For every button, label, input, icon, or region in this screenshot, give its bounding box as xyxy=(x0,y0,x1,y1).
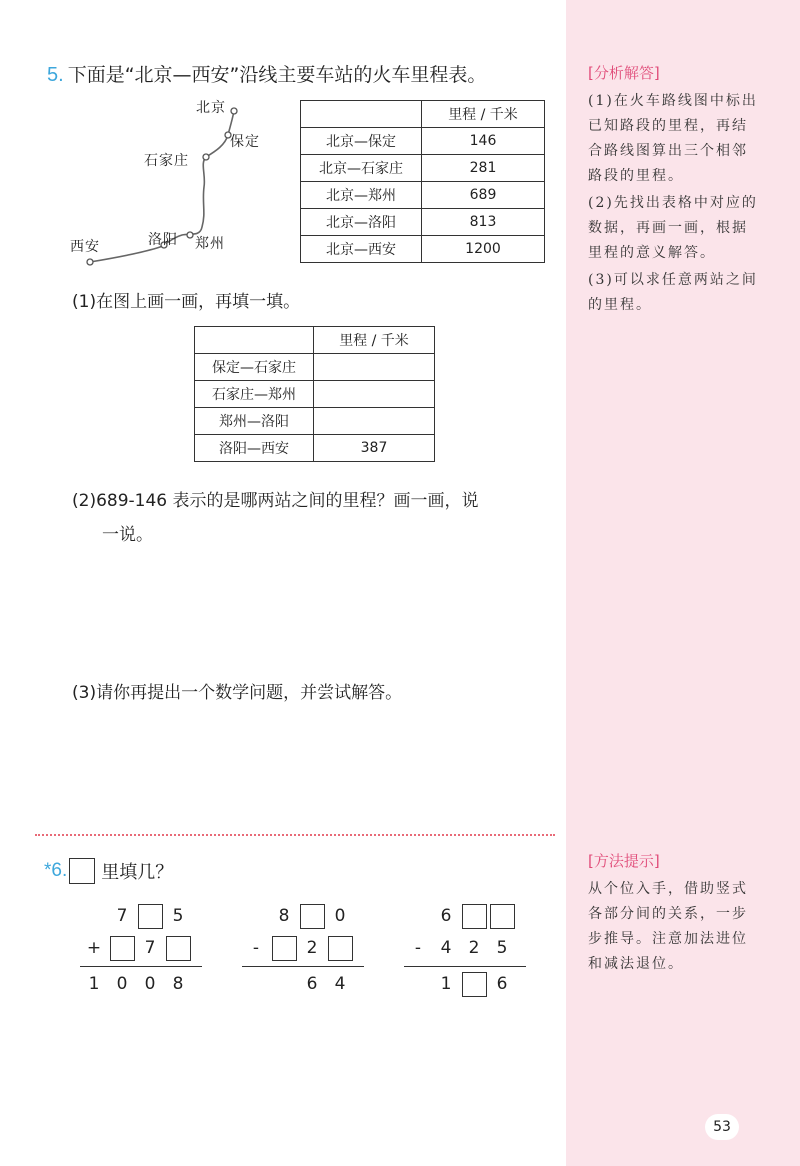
blank-box-icon xyxy=(69,858,95,884)
q5-part2-line1: (2)689-146 表示的是哪两站之间的里程？画一画，说 xyxy=(72,491,479,511)
header-cell: 里程 / 千米 xyxy=(422,101,545,128)
q5-title xyxy=(47,60,486,87)
route-cell: 洛阳—西安 xyxy=(195,435,314,462)
label-zhengzhou: 郑州 xyxy=(195,236,225,252)
digit: 2 xyxy=(306,938,318,958)
station-shijiazhuang-dot xyxy=(203,154,209,160)
blank-cell[interactable] xyxy=(488,902,516,930)
label-shijiazhuang: 石家庄 xyxy=(144,153,189,169)
q6-title-text: 里填几？ xyxy=(101,862,174,883)
blank-cell[interactable] xyxy=(136,902,164,930)
fill-in-table xyxy=(194,326,435,462)
km-cell: 387 xyxy=(314,435,435,462)
digit: 6 xyxy=(496,974,508,994)
q5-number: 5. xyxy=(47,64,64,86)
section-divider xyxy=(35,834,555,836)
blank-cell[interactable] xyxy=(326,934,354,962)
station-beijing-dot xyxy=(231,108,237,114)
q5-part3: (3)请你再提出一个数学问题，并尝试解答。 xyxy=(72,683,403,703)
digit: 2 xyxy=(468,938,480,958)
station-zhengzhou-dot xyxy=(187,232,193,238)
header-cell xyxy=(195,327,314,354)
km-cell: 689 xyxy=(422,182,545,209)
route-cell: 保定—石家庄 xyxy=(195,354,314,381)
digit: 7 xyxy=(116,906,128,926)
blank-cell[interactable] xyxy=(460,902,488,930)
digit: 4 xyxy=(334,974,346,994)
km-cell: 281 xyxy=(422,155,545,182)
route-cell: 北京—郑州 xyxy=(301,182,422,209)
digit: 1 xyxy=(88,974,100,994)
table-row xyxy=(195,381,435,408)
km-cell: 813 xyxy=(422,209,545,236)
table-row xyxy=(301,236,545,263)
vertical-calc-3 xyxy=(404,900,534,1000)
digit: 1 xyxy=(440,974,452,994)
table-row xyxy=(195,435,435,462)
blank-cell[interactable] xyxy=(270,934,298,962)
blank-cell[interactable] xyxy=(108,934,136,962)
mileage-table xyxy=(300,100,545,263)
km-cell: 1200 xyxy=(422,236,545,263)
method-heading: [方法提示] xyxy=(588,852,660,870)
digit: 7 xyxy=(144,938,156,958)
table-row xyxy=(301,155,545,182)
digit: 8 xyxy=(278,906,290,926)
railway-map xyxy=(60,95,300,275)
answer-cell[interactable] xyxy=(314,354,435,381)
route-cell: 郑州—洛阳 xyxy=(195,408,314,435)
operator: - xyxy=(414,938,422,958)
label-baoding: 保定 xyxy=(230,134,260,150)
analysis-heading: [分析解答] xyxy=(588,64,660,82)
digit: 0 xyxy=(334,906,346,926)
operator: - xyxy=(252,938,260,958)
header-cell: 里程 / 千米 xyxy=(314,327,435,354)
route-cell: 石家庄—郑州 xyxy=(195,381,314,408)
vertical-calc-1 xyxy=(80,900,210,1000)
q6-title xyxy=(44,858,173,884)
q5-part1: (1)在图上画一画，再填一填。 xyxy=(72,292,301,312)
digit: 8 xyxy=(172,974,184,994)
digit: 6 xyxy=(306,974,318,994)
route-cell: 北京—石家庄 xyxy=(301,155,422,182)
station-xian-dot xyxy=(87,259,93,265)
q5-title-text: 下面是“北京—西安”沿线主要车站的火车里程表。 xyxy=(67,64,487,86)
analysis-section xyxy=(588,62,758,320)
digit: 4 xyxy=(440,938,452,958)
method-text: 从个位入手，借助竖式各部分间的关系，一步步推导。注意加法进位和减法退位。 xyxy=(588,881,748,972)
calc-rule xyxy=(404,966,526,967)
analysis-item-3: (3)可以求任意两站之间的里程。 xyxy=(588,272,758,313)
answer-cell[interactable] xyxy=(314,381,435,408)
operator: + xyxy=(86,938,102,958)
route-cell: 北京—保定 xyxy=(301,128,422,155)
table-row xyxy=(301,182,545,209)
blank-cell[interactable] xyxy=(460,970,488,998)
analysis-item-2: (2)先找出表格中对应的数据，再画一画，根据里程的意义解答。 xyxy=(588,195,758,261)
digit: 0 xyxy=(144,974,156,994)
answer-cell[interactable] xyxy=(314,408,435,435)
table-row xyxy=(195,354,435,381)
blank-cell[interactable] xyxy=(164,934,192,962)
vertical-calc-2 xyxy=(242,900,372,1000)
page-number: 53 xyxy=(705,1114,739,1140)
header-cell xyxy=(301,101,422,128)
blank-cell[interactable] xyxy=(298,902,326,930)
digit: 6 xyxy=(440,906,452,926)
route-cell: 北京—西安 xyxy=(301,236,422,263)
km-cell: 146 xyxy=(422,128,545,155)
table-row xyxy=(195,408,435,435)
digit: 5 xyxy=(496,938,508,958)
method-section xyxy=(588,850,758,979)
digit: 0 xyxy=(116,974,128,994)
table-row xyxy=(301,128,545,155)
q5-part2-line2: 一说。 xyxy=(102,525,153,545)
digit: 5 xyxy=(172,906,184,926)
label-beijing: 北京 xyxy=(196,100,226,116)
table-header-row xyxy=(195,327,435,354)
table-row xyxy=(301,209,545,236)
label-luoyang: 洛阳 xyxy=(148,232,178,248)
q6-number: *6. xyxy=(44,860,68,881)
table-header-row xyxy=(301,101,545,128)
calc-rule xyxy=(80,966,202,967)
route-cell: 北京—洛阳 xyxy=(301,209,422,236)
analysis-item-1: (1)在火车路线图中标出已知路段的里程，再结合路线图算出三个相邻路段的里程。 xyxy=(588,93,758,184)
calc-rule xyxy=(242,966,364,967)
label-xian: 西安 xyxy=(70,239,100,255)
